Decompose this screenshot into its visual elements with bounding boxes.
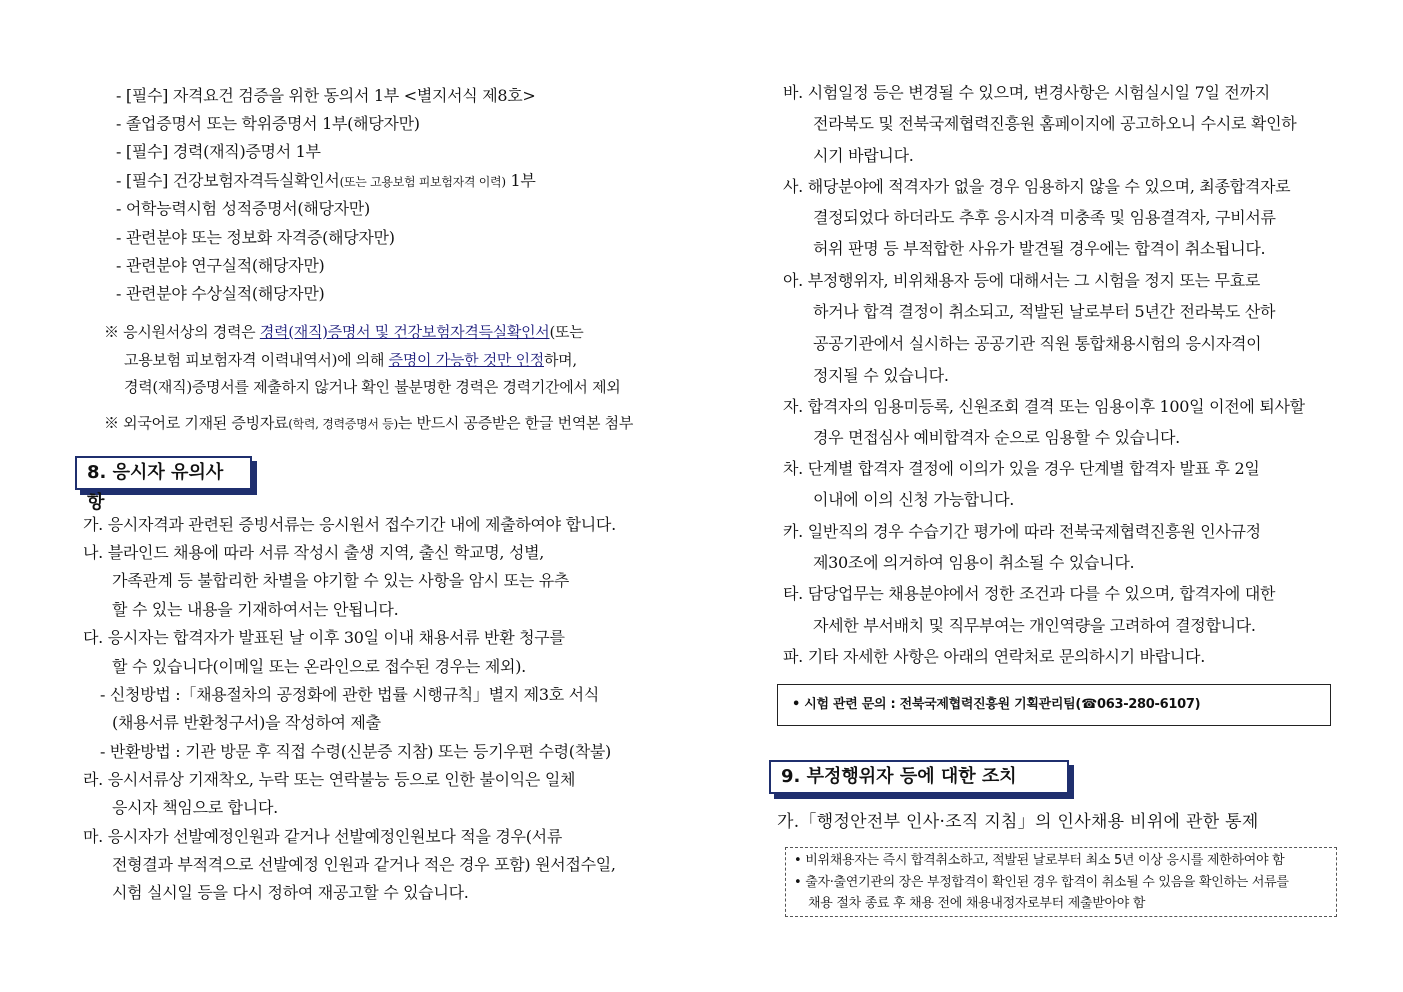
doc-item-1: - [필수] 자격요건 검증을 위한 동의서 1부 <별지서식 제8호> [116, 86, 536, 105]
r-item-ba-1: 바. 시험일정 등은 변경될 수 있으며, 변경사항은 시험실시일 7일 전까지 [783, 83, 1270, 102]
s8-return-method: - 반환방법 : 기관 방문 후 직접 수령(신분증 지참) 또는 등기우편 수령(착불) [100, 742, 611, 761]
note-career-underline-a: 경력(재직)증명서 및 건강보험자격득실확인서 [259, 323, 550, 341]
r-item-ja-1: 자. 합격자의 임용미등록, 신원조회 결격 또는 임용이후 100일 이전에 퇴사할 [783, 397, 1305, 416]
r-item-a-3: 공공기관에서 실시하는 공공기관 직원 통합채용시험의 응시자격이 [813, 334, 1262, 353]
doc-item-5: - 어학능력시험 성적증명서(해당자만) [116, 199, 370, 218]
note-career-text-f: 하며, [543, 351, 577, 369]
note-career-line-1 [104, 320, 583, 344]
s8-item-na-3: 할 수 있는 내용을 기재하여서는 안됩니다. [112, 600, 399, 619]
s8-apply-method-2: (채용서류 반환청구서)을 작성하여 제출 [112, 713, 381, 732]
note-career-line-2 [124, 348, 577, 372]
r-item-sa-1: 사. 해당분야에 적격자가 없을 경우 임용하지 않을 수 있으며, 최종합격자로 [783, 177, 1291, 196]
r-item-ka-1: 카. 일반직의 경우 수습기간 평가에 따라 전북국제협력진흥원 인사규정 [783, 522, 1261, 541]
doc-item-7: - 관련분야 연구실적(해당자만) [116, 256, 325, 275]
s8-item-ma-1: 마. 응시자가 선발예정인원과 같거나 선발예정인원보다 적을 경우(서류 [83, 827, 562, 846]
s9-bullet-box [785, 847, 1337, 917]
r-item-sa-3: 허위 판명 등 부적합한 사유가 발견될 경우에는 합격이 취소됩니다. [813, 239, 1266, 258]
s8-item-da-2: 할 수 있습니다(이메일 또는 온라인으로 접수된 경우는 제외). [112, 657, 526, 676]
s8-apply-method-1: - 신청방법 :「채용절차의 공정화에 관한 법률 시행규칙」별지 제3호 서식 [100, 685, 599, 704]
section-9-heading: 9. 부정행위자 등에 대한 조치 [769, 760, 1069, 794]
s8-item-ga: 가. 응시자격과 관련된 증빙서류는 응시원서 접수기간 내에 제출하여야 합니다. [83, 515, 616, 534]
doc-item-4-main: - [필수] 건강보험자격득실확인서 [116, 171, 340, 190]
r-item-pa: 파. 기타 자세한 사항은 아래의 연락처로 문의하시기 바랍니다. [783, 647, 1205, 666]
doc-item-4-note: (또는 고용보험 피보험자격 이력) [339, 175, 506, 189]
contact-box [777, 684, 1331, 726]
r-item-ja-2: 경우 면접심사 예비합격자 순으로 임용할 수 있습니다. [813, 428, 1180, 447]
note-foreign-text-c: 는 반드시 공증받은 한글 번역본 첨부 [397, 414, 634, 432]
s9-item-ga: 가.「행정안전부 인사·조직 지침」의 인사채용 비위에 관한 통제 [777, 812, 1259, 832]
s8-item-ra-1: 라. 응시서류상 기재착오, 누락 또는 연락불능 등으로 인한 불이익은 일체 [83, 770, 576, 789]
s8-item-na-1: 나. 블라인드 채용에 따라 서류 작성시 출생 지역, 출신 학교명, 성별, [83, 543, 545, 562]
s8-item-ma-2: 전형결과 부적격으로 선발예정 인원과 같거나 적은 경우 포함) 원서접수일, [112, 855, 616, 874]
r-item-a-4: 정지될 수 있습니다. [813, 366, 949, 385]
right-page [703, 0, 1403, 992]
s9-bullet-2-cont: 채용 절차 종료 후 채용 전에 채용내정자로부터 제출받아야 함 [808, 896, 1146, 911]
note-foreign-text-b: (학력, 경력증명서 등) [288, 417, 398, 431]
note-career-line-3: 경력(재직)증명서를 제출하지 않거나 확인 불분명한 경력은 경력기간에서 제외 [124, 378, 621, 396]
doc-item-8: - 관련분야 수상실적(해당자만) [116, 284, 325, 303]
s9-bullet-2: • 출자·출연기관의 장은 부정합격이 확인된 경우 합격이 취소될 수 있음을 확인하는 서류를 [794, 875, 1289, 890]
doc-item-2: - 졸업증명서 또는 학위증명서 1부(해당자만) [116, 114, 420, 133]
doc-item-6: - 관련분야 또는 정보화 자격증(해당자만) [116, 228, 395, 247]
note-career-text-a: ※ 응시원서상의 경력은 [104, 323, 260, 341]
r-item-ba-3: 시기 바랍니다. [813, 146, 914, 165]
note-career-text-c: (또는 [549, 323, 584, 341]
r-item-ba-2: 전라북도 및 전북국제협력진흥원 홈페이지에 공고하오니 수시로 확인하 [813, 114, 1297, 133]
section-8-heading: 8. 응시자 유의사항 [75, 456, 252, 490]
r-item-ta-2: 자세한 부서배치 및 직무부여는 개인역량을 고려하여 결정합니다. [813, 616, 1256, 635]
r-item-ta-1: 타. 담당업무는 채용분야에서 정한 조건과 다를 수 있으며, 합격자에 대한 [783, 584, 1276, 603]
left-page [0, 0, 700, 992]
r-item-cha-1: 차. 단계별 합격자 결정에 이의가 있을 경우 단계별 합격자 발표 후 2일 [783, 459, 1260, 478]
s8-item-na-2: 가족관계 등 불합리한 차별을 야기할 수 있는 사항을 암시 또는 유추 [112, 571, 570, 590]
doc-item-4-tail: 1부 [505, 171, 536, 190]
note-foreign-docs [104, 411, 633, 436]
s8-item-ma-3: 시험 실시일 등을 다시 정하여 재공고할 수 있습니다. [112, 883, 469, 902]
note-career-text-d: 고용보험 피보험자격 이력내역서)에 의해 [124, 351, 389, 369]
r-item-a-1: 아. 부정행위자, 비위채용자 등에 대해서는 그 시험을 정지 또는 무효로 [783, 271, 1261, 290]
note-foreign-text-a: ※ 외국어로 기재된 증빙자료 [104, 414, 289, 432]
s9-bullet-1: • 비위채용자는 즉시 합격취소하고, 적발된 날로부터 최소 5년 이상 응시를 제한하여야 함 [794, 853, 1285, 868]
r-item-a-2: 하거나 합격 결정이 취소되고, 적발된 날로부터 5년간 전라북도 산하 [813, 302, 1276, 321]
r-item-cha-2: 이내에 이의 신청 가능합니다. [813, 490, 1015, 509]
doc-item-4 [116, 169, 536, 194]
contact-info: • 시험 관련 문의 : 전북국제협력진흥원 기획관리팀(☎063-280-6107) [792, 697, 1201, 712]
r-item-sa-2: 결정되었다 하더라도 추후 응시자격 미충족 및 임용결격자, 구비서류 [813, 208, 1276, 227]
doc-item-3: - [필수] 경력(재직)증명서 1부 [116, 142, 321, 161]
s8-item-da-1: 다. 응시자는 합격자가 발표된 날 이후 30일 이내 채용서류 반환 청구를 [83, 628, 565, 647]
s8-item-ra-2: 응시자 책임으로 합니다. [112, 798, 278, 817]
r-item-ka-2: 제30조에 의거하여 임용이 취소될 수 있습니다. [813, 553, 1135, 572]
note-career-underline-b: 증명이 가능한 것만 인정 [388, 351, 544, 369]
